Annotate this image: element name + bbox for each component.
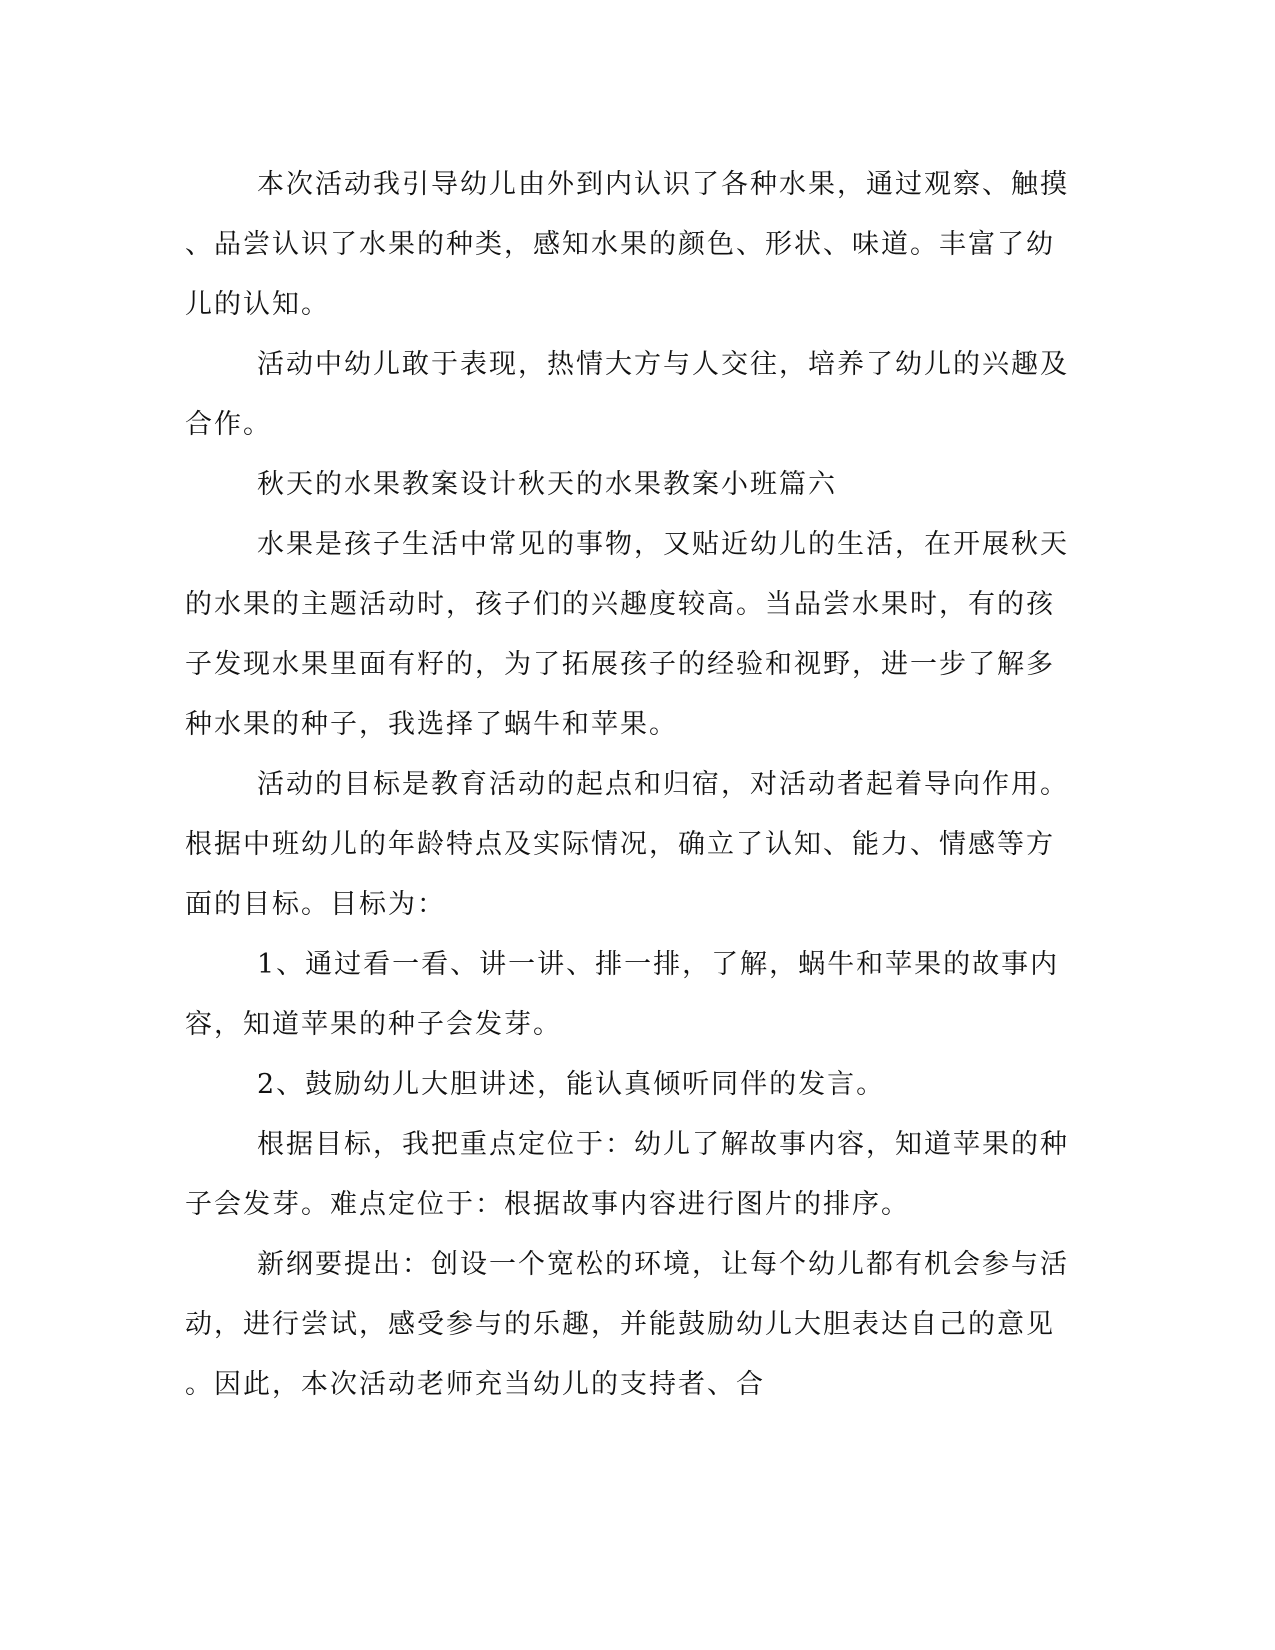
text-line: 的水果的主题活动时，孩子们的兴趣度较高。当品尝水果时，有的孩 bbox=[185, 589, 1055, 620]
text-line: 面的目标。目标为： bbox=[185, 889, 446, 920]
text-line: 水果是孩子生活中常见的事物，又贴近幼儿的生活，在开展秋天 bbox=[257, 529, 1069, 560]
text-line: 2、鼓励幼儿大胆讲述，能认真倾听同伴的发言。 bbox=[257, 1069, 886, 1100]
text-line: 动，进行尝试，感受参与的乐趣，并能鼓励幼儿大胆表达自己的意见 bbox=[185, 1309, 1055, 1340]
text-line: 1、通过看一看、讲一讲、排一排，了解，蜗牛和苹果的故事内 bbox=[257, 949, 1060, 980]
text-line: 。因此，本次活动老师充当幼儿的支持者、合 bbox=[185, 1369, 765, 1400]
section-heading: 秋天的水果教案设计秋天的水果教案小班篇六 bbox=[257, 469, 837, 500]
text-line: 新纲要提出：创设一个宽松的环境，让每个幼儿都有机会参与活 bbox=[257, 1249, 1069, 1280]
text-line: 、品尝认识了水果的种类，感知水果的颜色、形状、味道。丰富了幼 bbox=[185, 229, 1055, 260]
text-line: 活动中幼儿敢于表现，热情大方与人交往，培养了幼儿的兴趣及 bbox=[257, 349, 1069, 380]
text-line: 根据中班幼儿的年龄特点及实际情况，确立了认知、能力、情感等方 bbox=[185, 829, 1055, 860]
text-line: 子发现水果里面有籽的，为了拓展孩子的经验和视野，进一步了解多 bbox=[185, 649, 1055, 680]
text-line: 儿的认知。 bbox=[185, 289, 330, 320]
document-body bbox=[185, 155, 1069, 1415]
text-line: 活动的目标是教育活动的起点和归宿，对活动者起着导向作用。 bbox=[257, 769, 1069, 800]
text-line: 容，知道苹果的种子会发芽。 bbox=[185, 1009, 562, 1040]
text-line: 种水果的种子，我选择了蜗牛和苹果。 bbox=[185, 709, 678, 740]
text-line: 根据目标，我把重点定位于：幼儿了解故事内容，知道苹果的种 bbox=[257, 1129, 1069, 1160]
text-line: 本次活动我引导幼儿由外到内认识了各种水果，通过观察、触摸 bbox=[257, 169, 1069, 200]
text-line: 合作。 bbox=[185, 409, 272, 440]
text-line: 子会发芽。难点定位于：根据故事内容进行图片的排序。 bbox=[185, 1189, 910, 1220]
